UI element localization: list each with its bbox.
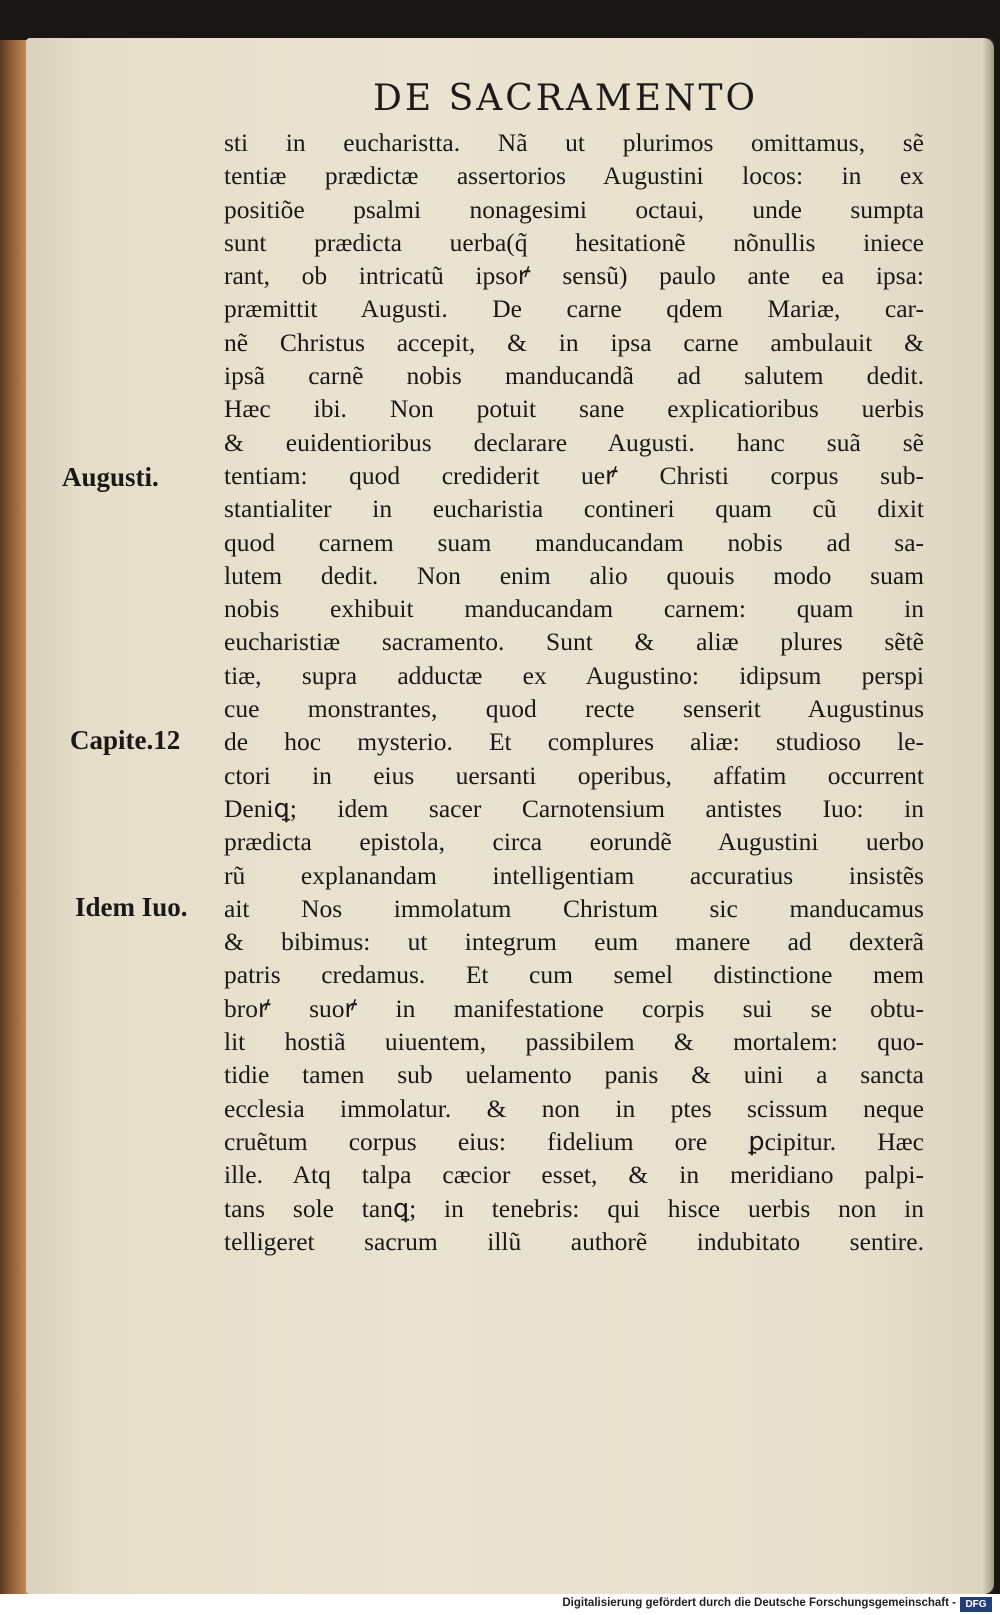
text-line: ecclesia immolatur. & non in ptes scissum neque: [224, 1093, 924, 1123]
text-line: & euidentioribus declarare Augusti. hanc suã sẽ: [224, 427, 924, 457]
text-line: rant, ob intricatũ ipsoꝵ sensũ) paulo ante ea ipsa:: [224, 261, 924, 291]
text-line: positiõe psalmi nonagesimi octaui, unde sumpta: [224, 194, 924, 224]
marginal-note-idem-iuo: Idem Iuo.: [75, 892, 188, 922]
text-line: præmittit Augusti. De carne qdem Mariæ, car-: [224, 294, 924, 324]
text-line: quod carnem suam manducandam nobis ad sa-: [224, 527, 924, 557]
text-line: ille. Atq talpa cæcior esset, & in meridiano palpi-: [224, 1160, 924, 1190]
text-line: tiæ, supra adductæ ex Augustino: idipsum perspi: [224, 660, 924, 690]
text-line: ipsã carnẽ nobis manducandã ad salutem dedit.: [224, 361, 924, 391]
text-line: Deniꝗ; idem sacer Carnotensium antistes Iuo: in: [224, 793, 924, 823]
text-line: ctori in eius uersanti operibus, affatim occurrent: [224, 760, 924, 790]
text-line: tans sole tanꝗ; in tenebris: qui hisce uerbis non in: [224, 1193, 924, 1223]
text-line: Hæc ibi. Non potuit sane explicatioribus uerbis: [224, 394, 924, 424]
text-line: broꝵ suoꝵ in manifestatione corpis sui se obtu-: [224, 993, 924, 1023]
text-line: nobis exhibuit manducandam carnem: quam in: [224, 594, 924, 624]
text-line: lit hostiã uiuentem, passibilem & mortalem: quo-: [224, 1027, 924, 1057]
text-line: rũ explanandam intelligentiam accuratius insistẽs: [224, 860, 924, 890]
running-head: DE SACRAMENTO: [373, 78, 759, 119]
text-line: eucharistiæ sacramento. Sunt & aliæ plures sẽtẽ: [224, 627, 924, 657]
text-line: sti in eucharistta. Nã ut plurimos omittamus, sẽ: [224, 128, 924, 157]
text-line: sunt prædicta uerba(q̃ hesitationẽ nõnullis iniece: [224, 227, 924, 257]
marginal-note-augusti: Augusti.: [62, 462, 159, 492]
text-line: stantialiter in eucharistia contineri quam cũ dixit: [224, 494, 924, 524]
text-line: lutem dedit. Non enim alio quouis modo suam: [224, 560, 924, 590]
text-line: nẽ Christus accepit, & in ipsa carne ambulauit &: [224, 327, 924, 357]
text-line: tentiam: quod crediderit ueꝵ Christi corpus sub-: [224, 460, 924, 490]
marginal-note-capite: Capite.12: [70, 725, 181, 755]
dfg-logo-icon: DFG: [960, 1597, 992, 1612]
text-line: telligeret sacrum illũ authorẽ indubitato sentire.: [224, 1226, 924, 1256]
text-line: ait Nos immolatum Christum sic manducamus: [224, 893, 924, 923]
text-line: tentiæ prædictæ assertorios Augustini locos: in ex: [224, 161, 924, 191]
text-line: cruẽtum corpus eius: fidelium ore ꝑcipitur. Hæc: [224, 1126, 924, 1156]
digitization-footer: [0, 1594, 1000, 1615]
text-line: prædicta epistola, circa eorundẽ Augustini uerbo: [224, 827, 924, 857]
text-line: cue monstrantes, quod recte senserit Augustinus: [224, 694, 924, 724]
text-line: tidie tamen sub uelamento panis & uini a sancta: [224, 1060, 924, 1090]
text-line: & bibimus: ut integrum eum manere ad dexterã: [224, 927, 924, 957]
text-line: patris credamus. Et cum semel distinctione mem: [224, 960, 924, 990]
funding-credit: Digitalisierung gefördert durch die Deutsche Forschungsgemeinschaft -: [562, 1597, 956, 1609]
body-text: [224, 126, 924, 1258]
text-line: de hoc mysterio. Et complures aliæ: studioso le-: [224, 727, 924, 757]
